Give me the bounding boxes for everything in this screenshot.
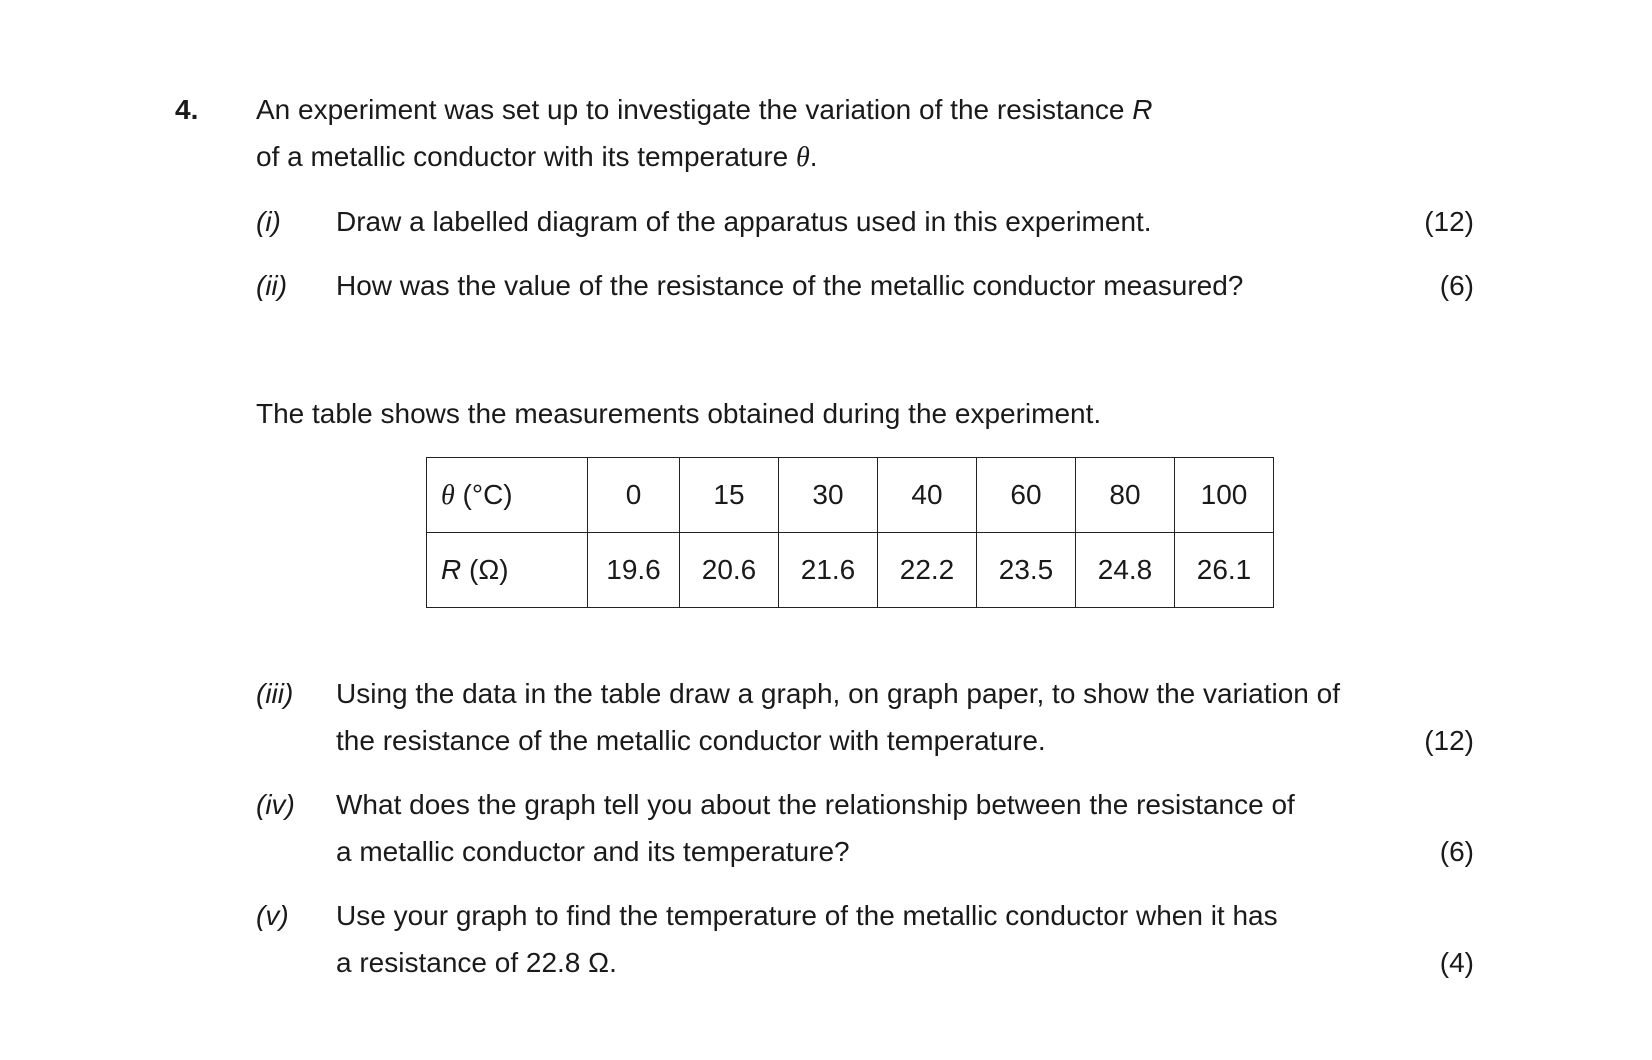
intro-line-2-text: of a metallic conductor with its temperature — [256, 141, 797, 172]
table-cell: 24.8 — [1076, 533, 1175, 608]
part-i-label: (i) — [256, 206, 281, 237]
table-intro: The table shows the measurements obtained during the experiment. — [256, 398, 1102, 429]
table-cell: 80 — [1076, 458, 1175, 533]
table-row-temperature — [427, 458, 1274, 533]
row-header-resistance — [427, 533, 588, 608]
table-cell: 30 — [779, 458, 878, 533]
intro-line-2-suffix: . — [809, 141, 818, 172]
intro-var-theta: θ — [796, 142, 810, 173]
intro-var-r: R — [1132, 94, 1153, 125]
part-v-text-2: a resistance of 22.8 Ω. — [336, 947, 617, 978]
part-ii-marks: (6) — [1439, 270, 1474, 301]
table-cell: 60 — [977, 458, 1076, 533]
part-v-text-1: Use your graph to find the temperature of the metallic conductor when it has — [336, 900, 1278, 931]
table-cell: 20.6 — [680, 533, 779, 608]
table-cell: 23.5 — [977, 533, 1076, 608]
intro-line-2 — [256, 140, 818, 175]
table-cell: 40 — [878, 458, 977, 533]
part-iii-text-2: the resistance of the metallic conductor with temperature. — [336, 725, 1046, 756]
intro-line-1 — [256, 93, 1153, 127]
row-header-temperature — [427, 458, 588, 533]
table-row-resistance — [427, 533, 1274, 608]
part-iii-label: (iii) — [256, 678, 294, 709]
part-v-label: (v) — [256, 900, 289, 931]
temperature-unit: (°C) — [454, 478, 513, 510]
table-cell: 15 — [680, 458, 779, 533]
part-ii-label: (ii) — [256, 270, 288, 301]
table-cell: 22.2 — [878, 533, 977, 608]
table-cell: 26.1 — [1175, 533, 1274, 608]
table-cell: 0 — [588, 458, 680, 533]
question-number: 4. — [175, 94, 199, 125]
part-i-marks: (12) — [1424, 206, 1474, 237]
resistance-unit: (Ω) — [461, 554, 509, 585]
part-iii-text-1: Using the data in the table draw a graph, on graph paper, to show the variation of — [336, 678, 1340, 709]
part-iii-marks: (12) — [1424, 725, 1474, 756]
part-iv-marks: (6) — [1439, 836, 1474, 867]
table-cell: 100 — [1175, 458, 1274, 533]
theta-symbol: θ — [441, 479, 455, 511]
intro-line-1-text: An experiment was set up to investigate the variation of the resistance — [256, 94, 1133, 125]
part-iv-text-2: a metallic conductor and its temperature? — [336, 836, 850, 867]
part-i-text: Draw a labelled diagram of the apparatus used in this experiment. — [336, 206, 1152, 237]
table-cell: 19.6 — [588, 533, 680, 608]
part-v-marks: (4) — [1439, 947, 1474, 978]
part-iv-label: (iv) — [256, 789, 295, 820]
data-table — [426, 457, 1274, 608]
r-symbol: R — [441, 554, 462, 585]
part-ii-text: How was the value of the resistance of the metallic conductor measured? — [336, 270, 1244, 301]
table-cell: 21.6 — [779, 533, 878, 608]
part-iv-text-1: What does the graph tell you about the relationship between the resistance of — [336, 789, 1295, 820]
